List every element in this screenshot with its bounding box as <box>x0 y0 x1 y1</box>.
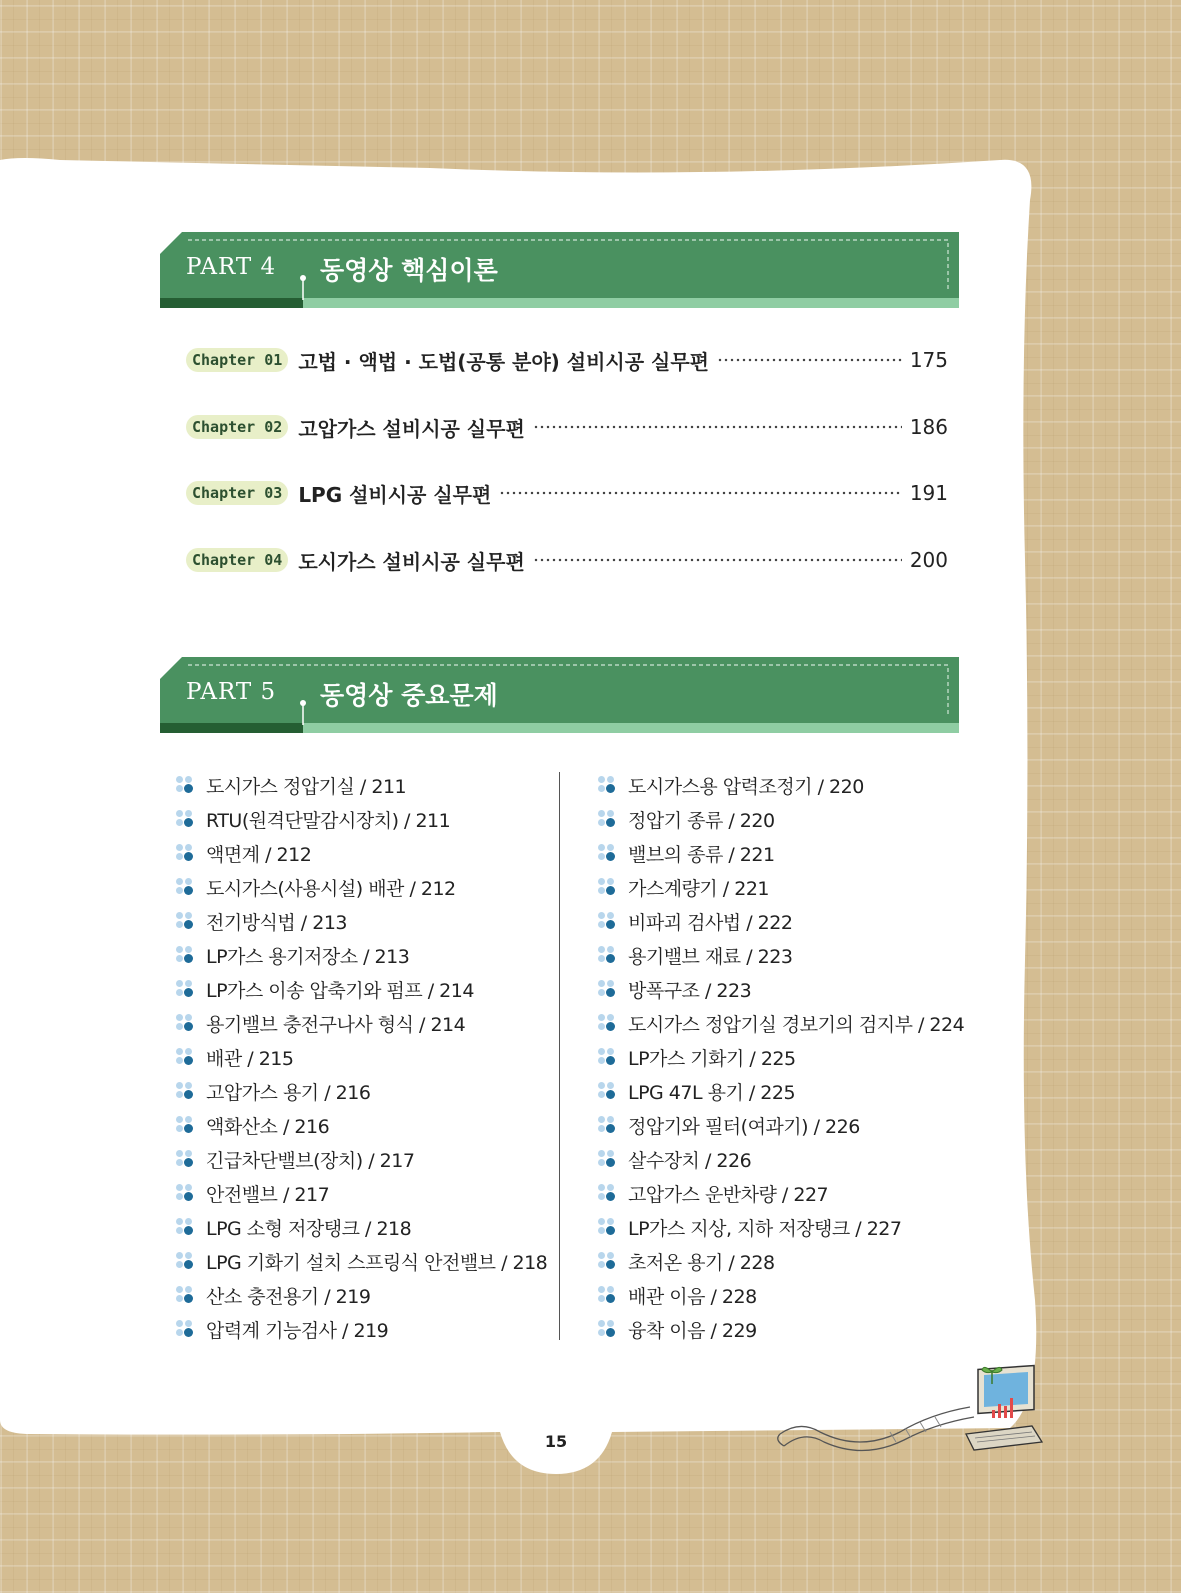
list-item[interactable] <box>176 870 547 904</box>
list-item-text: 압력계 기능검사 / 219 <box>206 1319 389 1342</box>
list-item[interactable] <box>176 1006 547 1040</box>
list-item-text: 도시가스용 압력조정기 / 220 <box>628 775 864 798</box>
bullet-icon <box>598 1318 620 1340</box>
list-item-text: LPG 소형 저장탱크 / 218 <box>206 1217 412 1240</box>
list-item-text: 가스계량기 / 221 <box>628 877 770 900</box>
list-item[interactable] <box>598 836 964 870</box>
list-item[interactable] <box>598 1142 964 1176</box>
chapter-page: 191 <box>909 481 948 505</box>
chapter-page: 200 <box>909 548 948 572</box>
bullet-icon <box>176 808 198 830</box>
list-item[interactable] <box>176 1278 547 1312</box>
dot-leader <box>717 358 902 362</box>
list-item-text: 방폭구조 / 223 <box>628 979 752 1002</box>
list-item-text: 융착 이음 / 229 <box>628 1319 757 1342</box>
bullet-icon <box>176 1080 198 1102</box>
bullet-icon <box>598 1080 620 1102</box>
list-item[interactable] <box>598 1278 964 1312</box>
list-item[interactable] <box>598 1244 964 1278</box>
chapter-title: 도시가스 설비시공 실무편 <box>298 549 525 574</box>
bullet-icon <box>598 1148 620 1170</box>
bullet-icon <box>176 944 198 966</box>
part-title: 동영상 핵심이론 <box>320 256 498 285</box>
bullet-icon <box>598 1046 620 1068</box>
list-item[interactable] <box>598 1210 964 1244</box>
list-item[interactable] <box>598 1006 964 1040</box>
chapter-label: Chapter 02 <box>186 415 288 439</box>
list-item-text: LP가스 지상, 지하 저장탱크 / 227 <box>628 1217 902 1240</box>
bullet-icon <box>598 944 620 966</box>
list-item[interactable] <box>176 938 547 972</box>
list-item[interactable] <box>598 1176 964 1210</box>
bullet-icon <box>176 978 198 1000</box>
laptop-with-sprout-icon <box>770 1362 1045 1457</box>
list-item[interactable] <box>176 1312 547 1346</box>
list-item-text: 도시가스(사용시설) 배관 / 212 <box>206 877 456 900</box>
list-item-text: LP가스 이송 압축기와 펌프 / 214 <box>206 979 474 1002</box>
list-item-text: 용기밸브 충전구나사 형식 / 214 <box>206 1013 466 1036</box>
list-item[interactable] <box>598 1312 964 1346</box>
page-number: 15 <box>544 1432 568 1451</box>
dot-leader <box>499 491 902 495</box>
list-item[interactable] <box>598 972 964 1006</box>
bullet-icon <box>176 876 198 898</box>
list-item-text: 안전밸브 / 217 <box>206 1183 330 1206</box>
bullet-icon <box>598 842 620 864</box>
list-item[interactable] <box>176 1108 547 1142</box>
chapter-label: Chapter 04 <box>186 548 288 572</box>
bullet-icon <box>176 1148 198 1170</box>
list-item-text: 비파괴 검사법 / 222 <box>628 911 793 934</box>
bullet-icon <box>176 842 198 864</box>
list-item-text: 도시가스 정압기실 경보기의 검지부 / 224 <box>628 1013 965 1036</box>
list-item[interactable] <box>598 1074 964 1108</box>
chapter-title: 고압가스 설비시공 실무편 <box>298 416 525 441</box>
part-5-banner <box>160 655 959 735</box>
bullet-icon <box>598 1114 620 1136</box>
list-item[interactable] <box>598 1040 964 1074</box>
chapter-title: LPG 설비시공 실무편 <box>298 482 492 507</box>
bullet-icon <box>598 910 620 932</box>
bullet-icon <box>598 1012 620 1034</box>
list-item[interactable] <box>176 768 547 802</box>
bullet-icon <box>598 808 620 830</box>
bullet-icon <box>176 774 198 796</box>
list-item-text: 정압기 종류 / 220 <box>628 809 775 832</box>
list-item-text: 배관 / 215 <box>206 1047 294 1070</box>
bullet-icon <box>598 774 620 796</box>
list-item-text: 살수장치 / 226 <box>628 1149 752 1172</box>
chapter-entry[interactable] <box>186 540 948 580</box>
list-item-text: LPG 기화기 설치 스프링식 안전밸브 / 218 <box>206 1251 548 1274</box>
bullet-icon <box>176 1216 198 1238</box>
list-item-text: 밸브의 종류 / 221 <box>628 843 775 866</box>
bullet-icon <box>598 1182 620 1204</box>
list-item-text: RTU(원격단말감시장치) / 211 <box>206 809 451 832</box>
list-item-text: LP가스 기화기 / 225 <box>628 1047 796 1070</box>
list-item-text: 정압기와 필터(여과기) / 226 <box>628 1115 860 1138</box>
bullet-icon <box>598 1284 620 1306</box>
bullet-icon <box>598 978 620 1000</box>
dot-leader <box>533 558 902 562</box>
part-label: PART 4 <box>186 254 277 280</box>
list-item-text: LP가스 용기저장소 / 213 <box>206 945 410 968</box>
bullet-icon <box>176 1284 198 1306</box>
list-item[interactable] <box>598 1108 964 1142</box>
list-item-text: 전기방식법 / 213 <box>206 911 348 934</box>
list-item-text: 액면계 / 212 <box>206 843 312 866</box>
list-item-text: 긴급차단밸브(장치) / 217 <box>206 1149 415 1172</box>
part-4-banner <box>160 230 959 310</box>
list-item[interactable] <box>598 870 964 904</box>
list-item[interactable] <box>598 904 964 938</box>
list-item-text: 용기밸브 재료 / 223 <box>628 945 793 968</box>
list-item[interactable] <box>598 938 964 972</box>
list-item[interactable] <box>176 1210 547 1244</box>
list-item[interactable] <box>176 836 547 870</box>
bullet-icon <box>176 1250 198 1272</box>
topic-list-right <box>598 768 964 1346</box>
list-item-text: 배관 이음 / 228 <box>628 1285 757 1308</box>
list-item[interactable] <box>176 1040 547 1074</box>
bullet-icon <box>176 1182 198 1204</box>
list-item-text: LPG 47L 용기 / 225 <box>628 1081 796 1104</box>
bullet-icon <box>176 1114 198 1136</box>
list-item[interactable] <box>176 904 547 938</box>
bullet-icon <box>598 876 620 898</box>
list-item[interactable] <box>176 802 547 836</box>
chapter-label: Chapter 03 <box>186 481 288 505</box>
list-item[interactable] <box>176 1176 547 1210</box>
bullet-icon <box>598 1250 620 1272</box>
chapter-title: 고법 · 액법 · 도법(공통 분야) 설비시공 실무편 <box>298 349 709 374</box>
list-item[interactable] <box>176 1244 547 1278</box>
bullet-icon <box>176 1318 198 1340</box>
chapter-label: Chapter 01 <box>186 348 288 372</box>
list-item-text: 고압가스 용기 / 216 <box>206 1081 371 1104</box>
list-item-text: 고압가스 운반차량 / 227 <box>628 1183 829 1206</box>
chapter-page: 186 <box>909 415 948 439</box>
list-item-text: 산소 충전용기 / 219 <box>206 1285 371 1308</box>
bullet-icon <box>176 1046 198 1068</box>
bullet-icon <box>176 910 198 932</box>
chapter-entry[interactable] <box>186 473 948 513</box>
topic-list-left <box>176 768 547 1346</box>
bullet-icon <box>598 1216 620 1238</box>
list-item[interactable] <box>176 972 547 1006</box>
list-item[interactable] <box>598 768 964 802</box>
column-divider <box>559 772 560 1340</box>
chapter-page: 175 <box>909 348 948 372</box>
list-item-text: 도시가스 정압기실 / 211 <box>206 775 407 798</box>
list-item[interactable] <box>176 1074 547 1108</box>
list-item[interactable] <box>176 1142 547 1176</box>
bullet-icon <box>176 1012 198 1034</box>
part-title: 동영상 중요문제 <box>320 681 498 710</box>
chapter-entry[interactable] <box>186 407 948 447</box>
part-label: PART 5 <box>186 679 277 705</box>
chapter-entry[interactable] <box>186 340 948 380</box>
list-item-text: 초저온 용기 / 228 <box>628 1251 775 1274</box>
dot-leader <box>533 425 902 429</box>
list-item[interactable] <box>598 802 964 836</box>
list-item-text: 액화산소 / 216 <box>206 1115 330 1138</box>
